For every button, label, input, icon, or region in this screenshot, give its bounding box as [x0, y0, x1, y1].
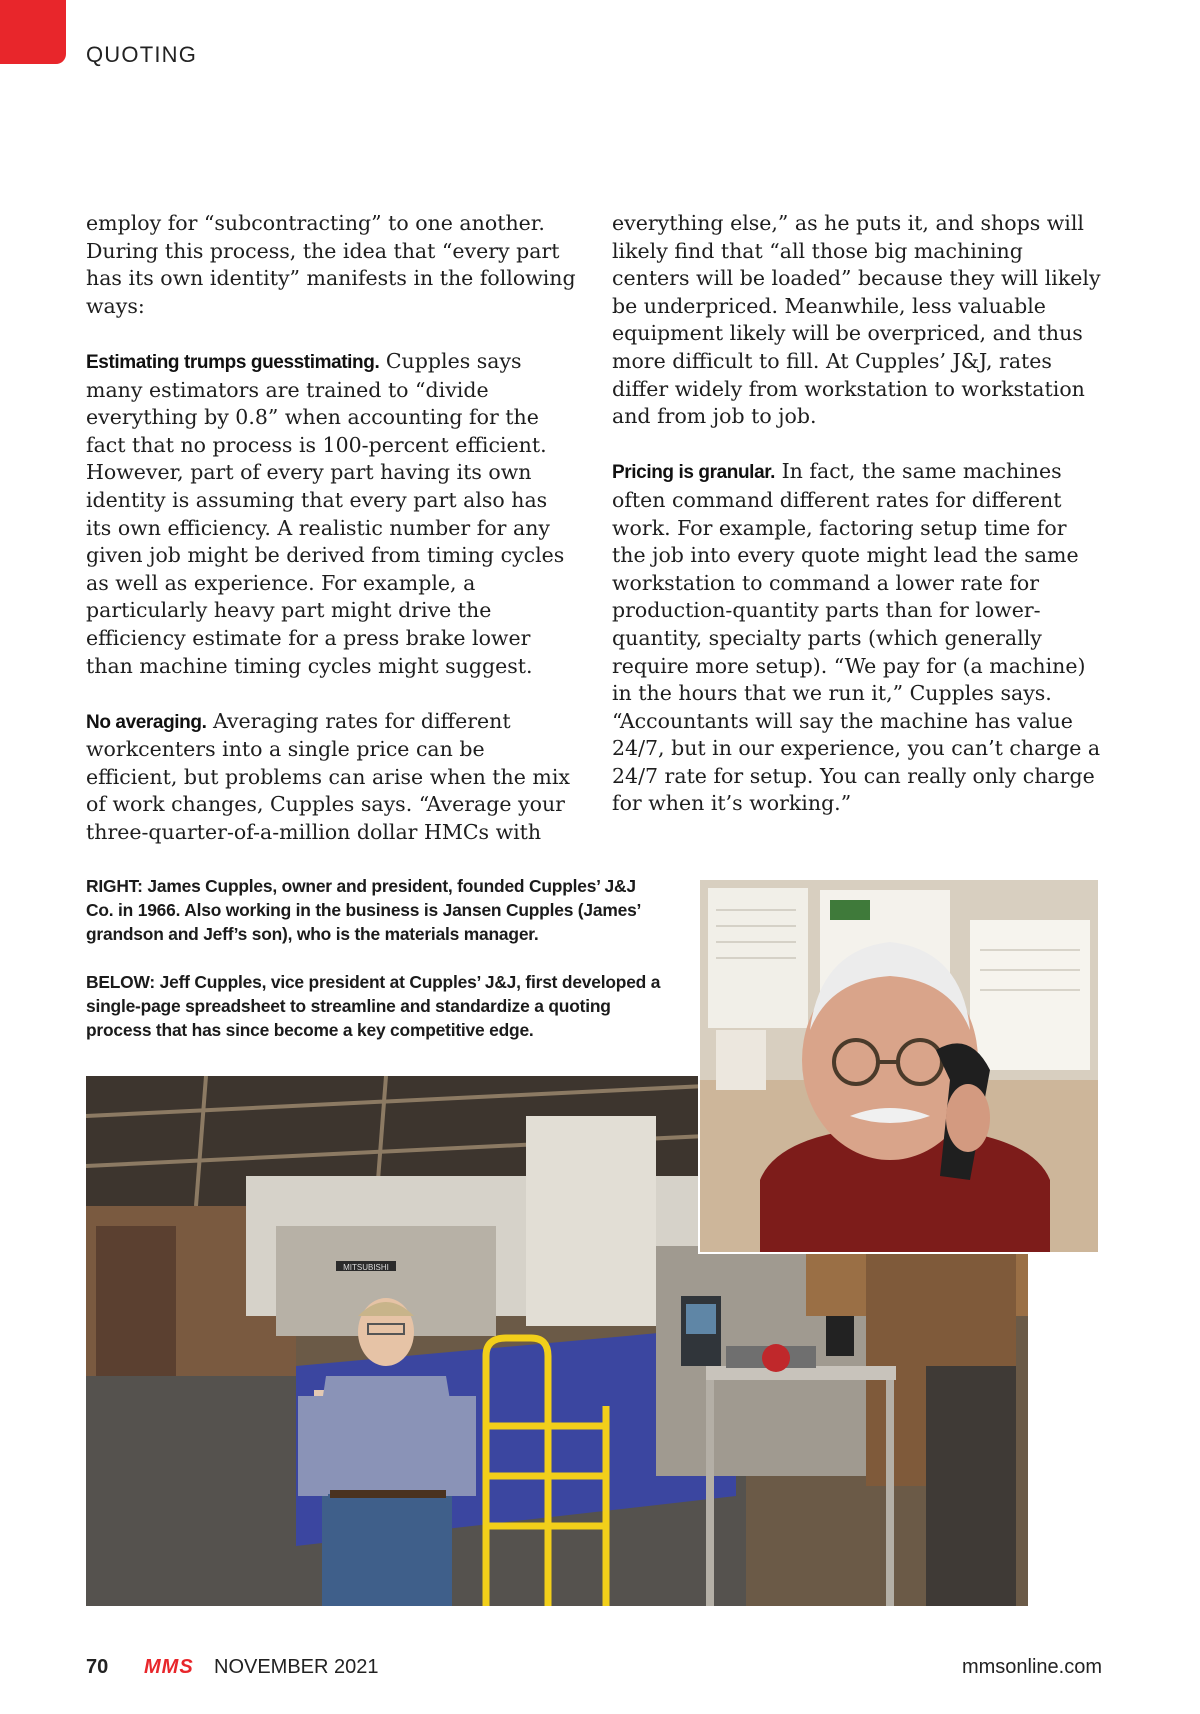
section-label: QUOTING [86, 42, 198, 67]
paragraph-text: employ for “subcontracting” to one another. During this process, the idea that “every part has its own identity” manifests in the following ways: [86, 211, 576, 318]
machine-label: MITSUBISHI [343, 1263, 389, 1272]
paragraph-lead: Estimating trumps guesstimating. [86, 351, 380, 373]
website-link[interactable]: mmsonline.com [961, 1656, 1102, 1678]
caption-right: RIGHT: James Cupples, owner and president, founded Cupples’ J&J Co. in 1966. Also working in the business is Jansen Cupples (James’ grandson and Jeff’s son), who is the materials manager. [86, 876, 641, 944]
paragraph [86, 348, 576, 680]
paragraph-lead: No averaging. [86, 711, 207, 733]
paragraph-lead: Pricing is granular. [612, 462, 776, 484]
paragraph-text: everything else,” as he puts it, and shops will likely find that “all those big machining centers will be loaded” because they will likely be underpriced. Meanwhile, less valuable equipment likely will be overpriced, and thus more difficult to fill. At Cupples’ J&J, rates differ widely from workstation to workstation and from job to job. [612, 211, 1101, 429]
paragraph [612, 210, 1102, 431]
paragraph-text: In fact, the same machines often command different rates for different work. For example, factoring setup time for the job into every quote might lead the same workstation to command a lower rate for production-quantity parts than for lower-quantity, specialty parts (which generally require more setup). “We pay for (a machine) in the hours that we run it,” Cupples says. “Accountants will say the machine has value 24/7, but in our experience, you can’t charge a 24/7 rate for setup. You can really only charge for when it’s working.” [612, 459, 1101, 816]
portrait-photo [698, 878, 1100, 1254]
article-column-left [86, 210, 576, 874]
paragraph [612, 458, 1102, 818]
article-column-right [612, 210, 1102, 846]
paragraph [86, 708, 576, 847]
paragraph [86, 210, 576, 320]
paragraph-text: Averaging rates for different workcenters into a single price can be efficient, but problems can arise when the mix of work changes, Cupples says. “Average your three-quarter-of-a-million dollar HMCs with [86, 708, 570, 845]
photo-captions [86, 874, 666, 1066]
issue-date: NOVEMBER 2021 [214, 1656, 379, 1678]
section-tab-marker [0, 0, 66, 64]
portrait-illustration [700, 880, 1098, 1252]
caption-below: BELOW: Jeff Cupples, vice president at Cupples’ J&J, first developed a single-page spreadsheet to streamline and standardize a quoting process that has since become a key competitive edge. [86, 972, 661, 1040]
page-footer [86, 1656, 1102, 1686]
paragraph-text: Cupples says many estimators are trained to “divide everything by 0.8” when accounting for the fact that no process is 100-percent efficient. However, part of every part having its own identity is assuming that every part also has its own efficiency. A realistic number for any given job might be derived from timing cycles as well as experience. For example, a particularly heavy part might drive the efficiency estimate for a press brake lower than machine timing cycles might suggest. [86, 348, 565, 678]
publication-name: MMS [144, 1656, 194, 1678]
page-number: 70 [86, 1656, 109, 1678]
